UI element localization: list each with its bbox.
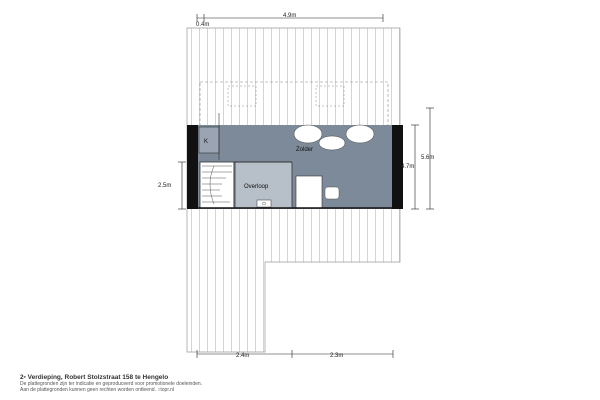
zolder-label: Zolder	[296, 147, 314, 153]
disclaimer-line1: De plattegronden zijn ter indicatie en geproduceerd voor promotionele doeleinden.	[20, 381, 203, 387]
dim-bottom-right: 2.3m	[330, 353, 344, 359]
brand-name: topr.nl	[160, 387, 174, 393]
disclaimer-line2-text: Aan de plattegronden kunnen geen rechten worden ontleend.	[20, 387, 156, 393]
sink-icon	[257, 200, 271, 207]
dim-bottom-left: 2.4m	[236, 353, 250, 359]
left-dimension	[178, 162, 186, 209]
dim-top-total: 4.9m	[283, 13, 297, 19]
dim-left: 2.5m	[158, 183, 172, 189]
staircase	[200, 162, 234, 208]
overloop-label: Overloop	[244, 184, 269, 190]
floor-number: 2	[20, 374, 24, 381]
plan-title	[20, 374, 168, 381]
dim-top-small: 0.4m	[196, 22, 210, 28]
dim-right-outer: 5.6m	[421, 155, 435, 161]
floor-suffix: e	[23, 374, 26, 379]
plan-title-text: Verdieping, Robert Stolzstraat 158 te Hengelo	[27, 374, 169, 381]
cupboard-label: K	[204, 139, 209, 145]
brand-logo-icon: ○	[157, 387, 161, 393]
disclaimer-line2	[20, 387, 174, 393]
cupboard-k	[199, 127, 219, 153]
dim-right-inner: 4.7m	[401, 164, 415, 170]
